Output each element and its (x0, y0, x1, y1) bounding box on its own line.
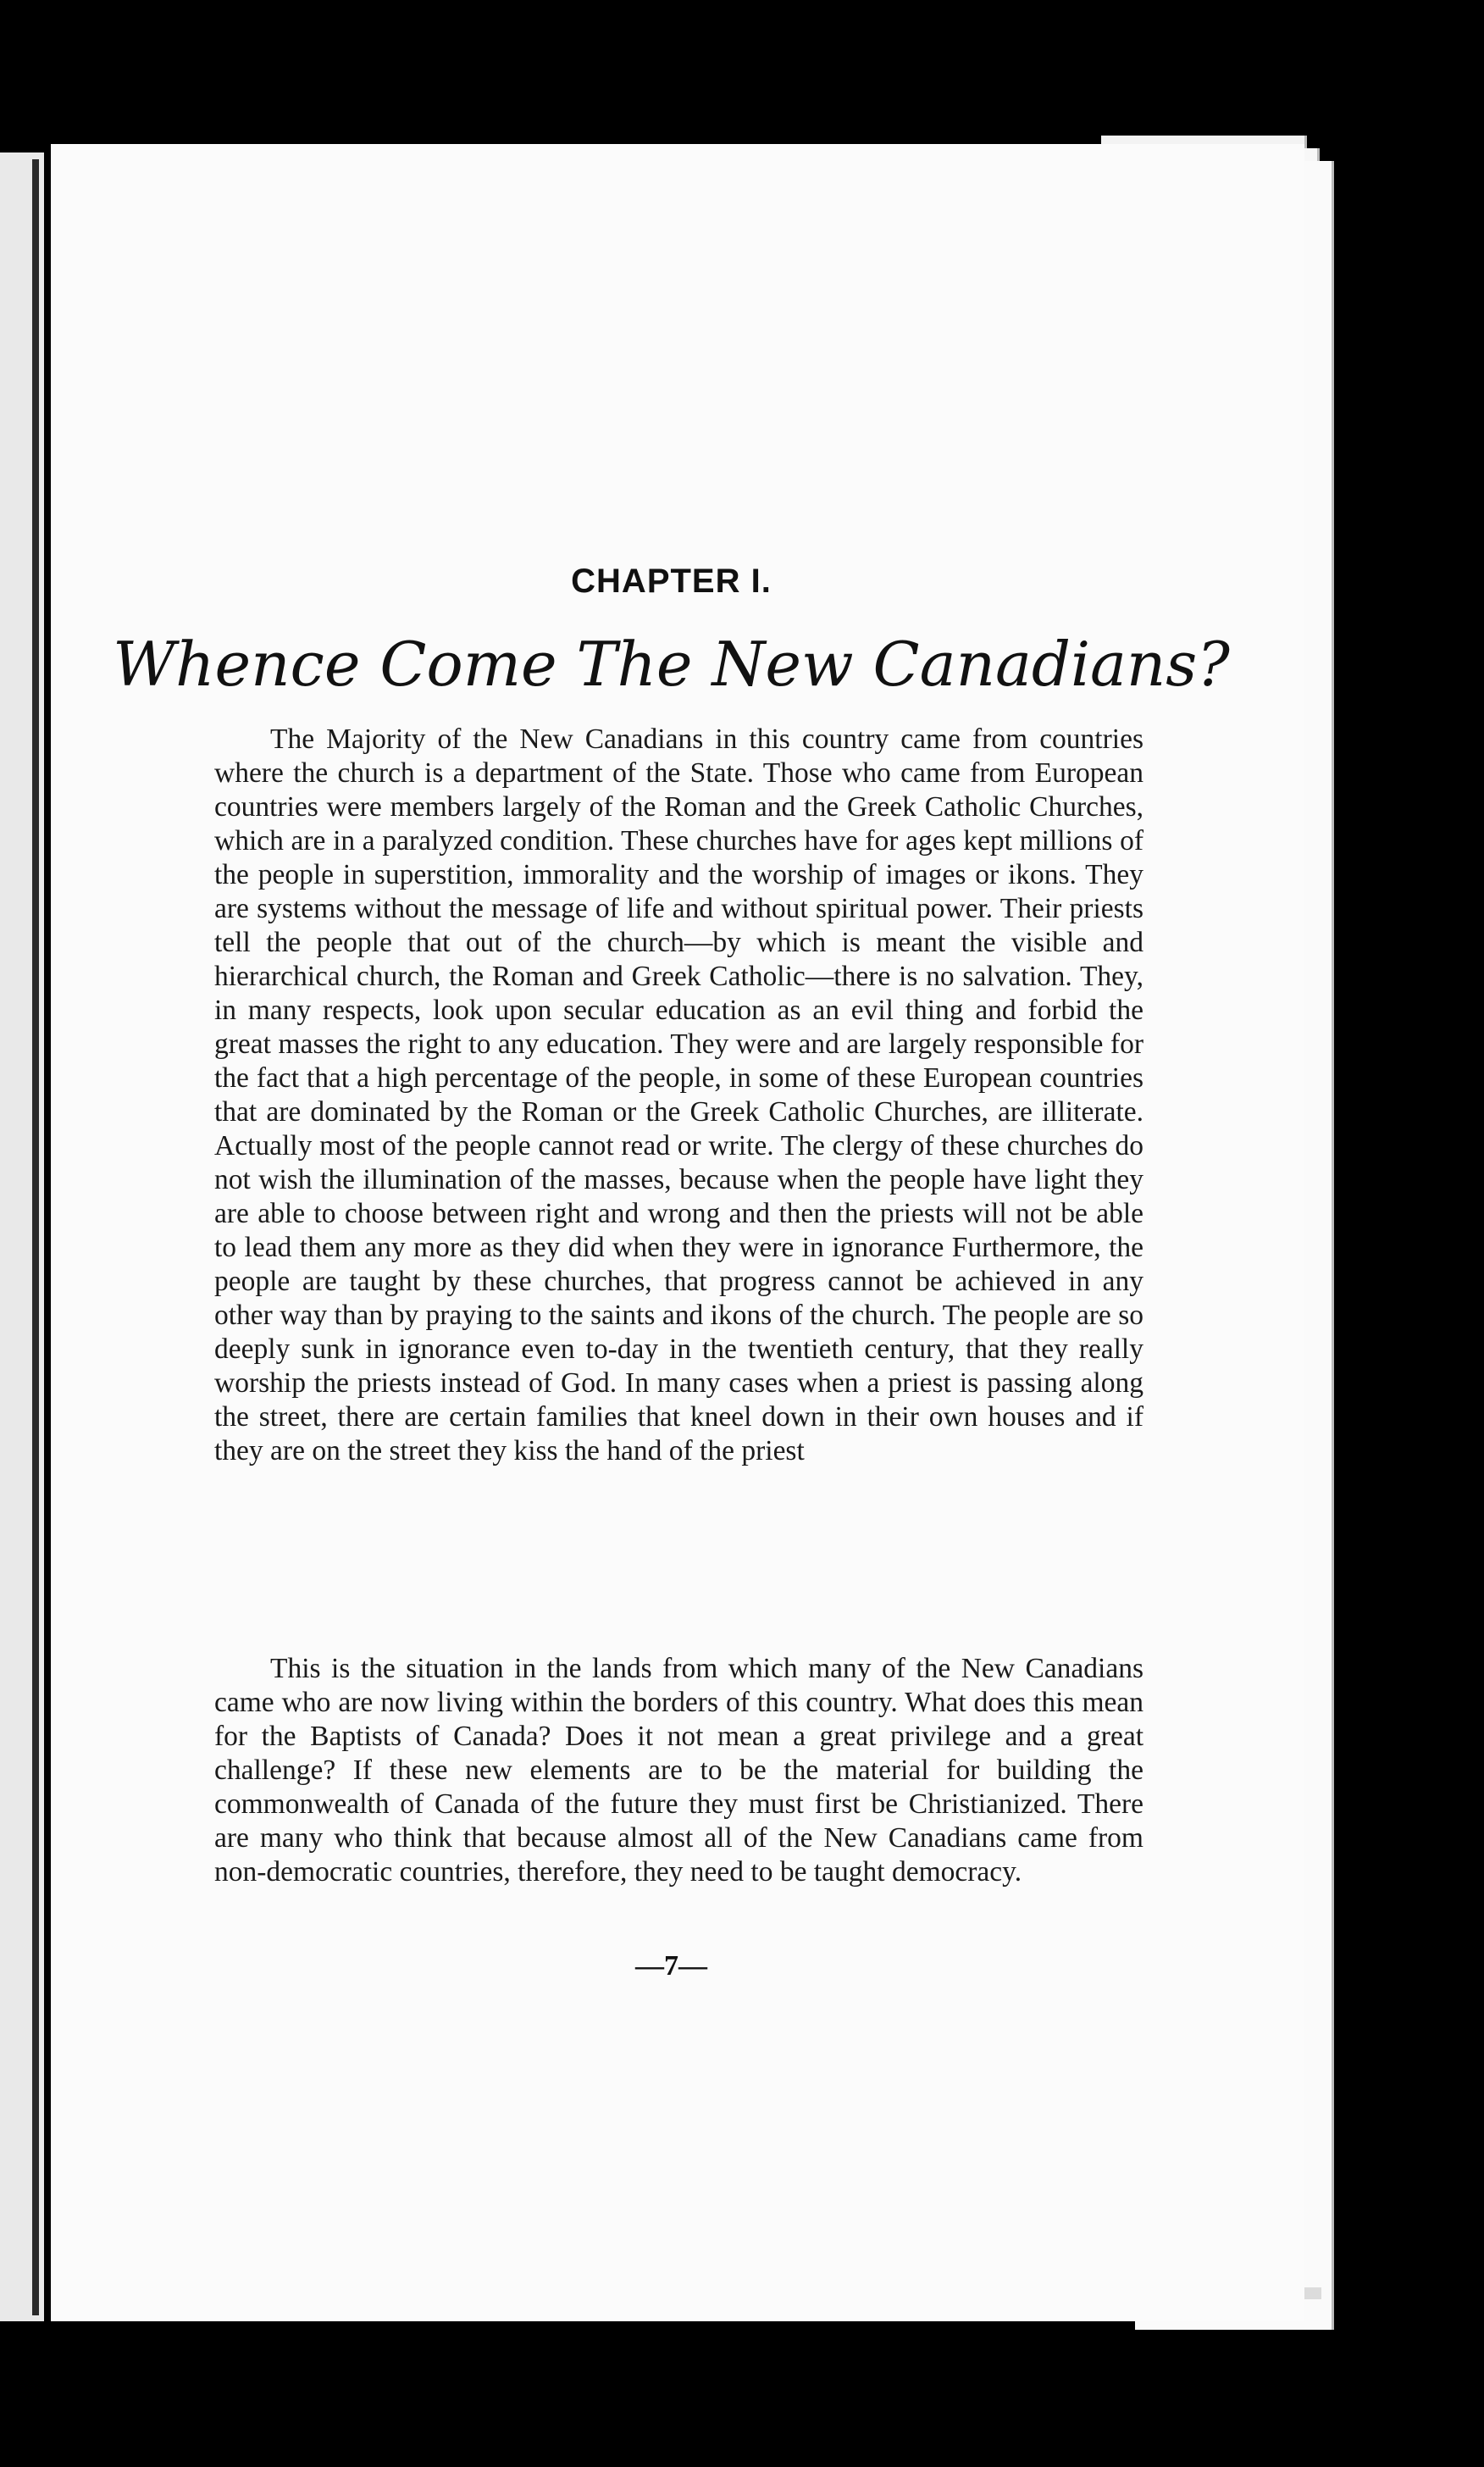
book-spine-line (32, 159, 39, 2315)
chapter-title: Whence Come The New Canadians? (113, 629, 1230, 700)
chapter-heading: CHAPTER I. (571, 563, 772, 600)
body-paragraph: This is the situation in the lands from which many of the New Canadians came who are now living within the borders of this country. What does this mean for the Baptists of Canada? Does it not mean a great privilege and a great challenge? If these new elements are to be the material for building the commonwealth of Canada of the future they must first be Christianized. There are many who think that because almost all of the New Canadians came from non-democratic countries, therefore, they need to be taught democracy. (214, 1653, 1143, 1888)
page-number: —7— (635, 1950, 707, 1982)
body-paragraph: The Majority of the New Canadians in this country came from countries where the church is a department of the State. Those who came from European countries were members largely of the Roman and the Greek Catholic Churches, which are in a paralyzed condition. These churches have for ages kept millions of the people in superstition, immorality and the worship of images or ikons. They are systems without the message of life and without spiritual power. Their priests tell the people that out of the church—by which is meant the visible and hierarchical church, the Roman and Greek Catholic—there is no salvation. They, in many respects, look upon secular education as an evil thing and forbid the great masses the right to any education. They were and are largely responsible for the fact that a high percentage of the people, in some of these European countries that are dominated by the Roman or the Greek Catholic Churches, are illiterate. Actually most of the people cannot read or write. The clergy of these churches do not wish the illumination of the masses, because when the people have light they are able to choose between right and wrong and then the priests will not be able to lead them any more as they did when they were in ignorance Furthermore, the people are taught by these churches, that progress cannot be achieved in any other way than by praying to the saints and ikons of the church. The people are so deeply sunk in ignorance even to-day in the twentieth century, that they really worship the priests instead of God. In many cases when a priest is passing along the street, there are certain families that kneel down in their own houses and if they are on the street they kiss the hand of the priest (214, 723, 1143, 1466)
